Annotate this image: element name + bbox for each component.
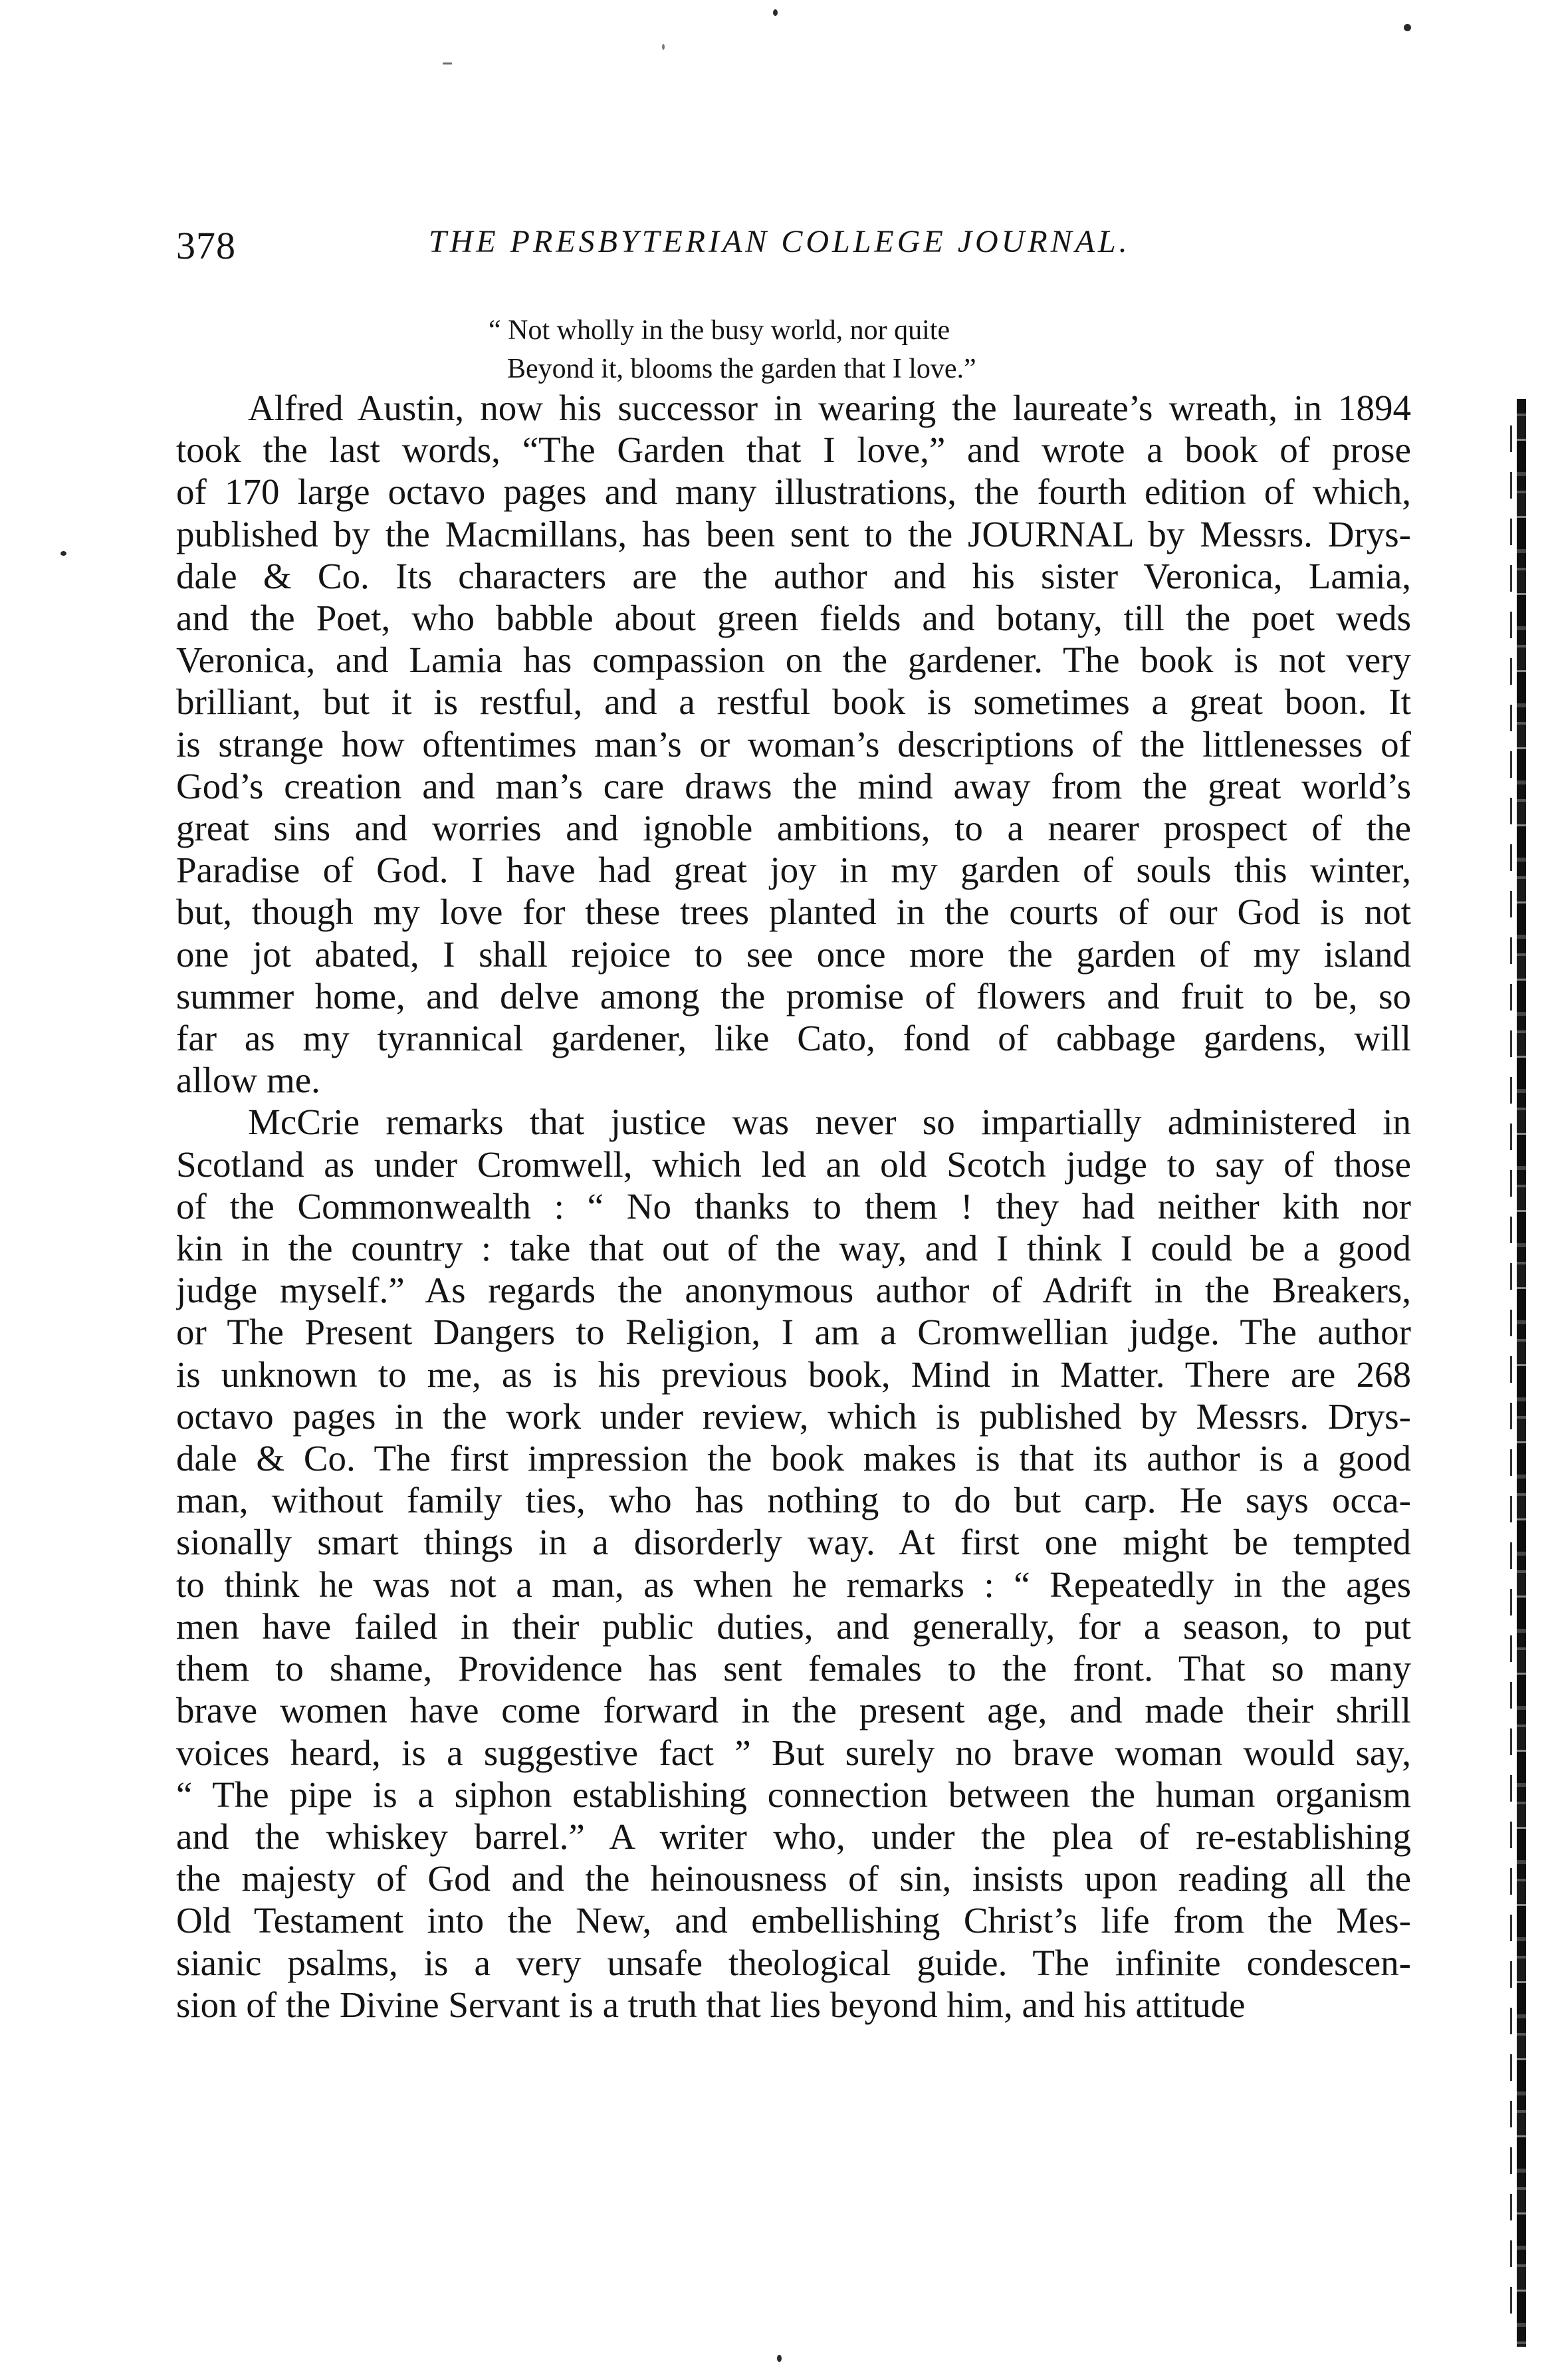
text-line: brave women have come forward in the present age, and made their shrill xyxy=(176,1690,1411,1731)
text-line: great sins and worries and ignoble ambitions, to a nearer prospect of the xyxy=(176,808,1411,849)
text-line: is strange how oftentimes man’s or woman’s descriptions of the littlenesses of xyxy=(176,723,1411,765)
binding-edge xyxy=(1517,399,1526,2347)
text-line: them to shame, Providence has sent females to the front. That so many xyxy=(176,1648,1411,1689)
text-line: summer home, and delve among the promise of flowers and fruit to be, so xyxy=(176,975,1411,1016)
text-line: one jot abated, I shall rejoice to see once more the garden of my island xyxy=(176,933,1411,975)
body-text xyxy=(176,387,1411,2026)
text-line: “ The pipe is a siphon establishing connection between the human organism xyxy=(176,1774,1411,1815)
epigraph-line: “ Not wholly in the busy world, nor quite xyxy=(489,315,950,346)
scan-speck xyxy=(777,2355,782,2362)
text-line: or The Present Dangers to Religion, I am a Cromwellian judge. The author xyxy=(176,1312,1411,1353)
text-line: voices heard, is a suggestive fact ” But surely no brave woman would say, xyxy=(176,1732,1411,1773)
paragraph xyxy=(176,1101,1411,2025)
text-line: allow me. xyxy=(176,1060,320,1101)
text-line: judge myself.” As regards the anonymous author of Adrift in the Breakers, xyxy=(176,1270,1411,1311)
text-line: the majesty of God and the heinousness of sin, insists upon reading all the xyxy=(176,1858,1411,1899)
binding-edge-shadow xyxy=(1510,425,1512,2327)
text-line: took the last words, “The Garden that I love,” and wrote a book of prose xyxy=(176,429,1411,471)
text-line: sianic psalms, is a very unsafe theological guide. The infinite condescen- xyxy=(176,1942,1411,1983)
text-line: Scotland as under Cromwell, which led an old Scotch judge to say of those xyxy=(176,1143,1411,1185)
text-line: dale & Co. The first impression the book makes is that its author is a good xyxy=(176,1438,1411,1479)
epigraph xyxy=(489,311,1353,388)
scan-speck xyxy=(662,44,665,50)
text-line: and the Poet, who babble about green fields and botany, till the poet weds xyxy=(176,598,1411,639)
text-line: man, without family ties, who has nothing to do but carp. He says occa- xyxy=(176,1480,1411,1521)
text-line: of the Commonwealth : “ No thanks to them ! they had neither kith nor xyxy=(176,1185,1411,1227)
page-number: 378 xyxy=(176,224,236,267)
text-line: published by the Macmillans, has been sent to the JOURNAL by Messrs. Drys- xyxy=(176,513,1411,554)
text-line: sion of the Divine Servant is a truth that lies beyond him, and his attitude xyxy=(176,1984,1246,2025)
text-line: far as my tyrannical gardener, like Cato, fond of cabbage gardens, will xyxy=(176,1018,1411,1059)
page-header xyxy=(176,219,1409,273)
text-line: of 170 large octavo pages and many illustrations, the fourth edition of which, xyxy=(176,471,1411,513)
text-line: Paradise of God. I have had great joy in my garden of souls this winter, xyxy=(176,850,1411,891)
text-line: brilliant, but it is restful, and a restful book is sometimes a great boon. It xyxy=(176,681,1411,723)
scan-speck xyxy=(1404,24,1411,31)
text-line: is unknown to me, as is his previous book, Mind in Matter. There are 268 xyxy=(176,1354,1411,1395)
scan-speck xyxy=(773,9,778,16)
text-line: Old Testament into the New, and embellishing Christ’s life from the Mes- xyxy=(176,1900,1411,1941)
text-line: octavo pages in the work under review, which is published by Messrs. Drys- xyxy=(176,1395,1411,1437)
text-line: dale & Co. Its characters are the author and his sister Veronica, Lamia, xyxy=(176,555,1411,596)
text-line: McCrie remarks that justice was never so impartially administered in xyxy=(248,1102,1411,1143)
epigraph-line: Beyond it, blooms the garden that I love.” xyxy=(507,354,976,384)
scan-speck xyxy=(443,62,452,64)
text-line: sionally smart things in a disorderly way. At first one might be tempted xyxy=(176,1522,1411,1563)
text-line: God’s creation and man’s care draws the mind away from the great world’s xyxy=(176,765,1411,806)
text-line: kin in the country : take that out of the way, and I think I could be a good xyxy=(176,1228,1411,1269)
text-line: Veronica, and Lamia has compassion on the gardener. The book is not very xyxy=(176,640,1411,681)
text-line: men have failed in their public duties, and generally, for a season, to put xyxy=(176,1606,1411,1647)
text-line: but, though my love for these trees planted in the courts of our God is not xyxy=(176,892,1411,933)
text-line: Alfred Austin, now his successor in wearing the laureate’s wreath, in 1894 xyxy=(248,388,1411,428)
text-line: to think he was not a man, as when he remarks : “ Repeatedly in the ages xyxy=(176,1564,1411,1605)
running-head: THE PRESBYTERIAN COLLEGE JOURNAL. xyxy=(429,224,1131,259)
text-line: and the whiskey barrel.” A writer who, under the plea of re-establishing xyxy=(176,1816,1411,1857)
paragraph xyxy=(176,387,1411,1101)
scan-speck xyxy=(60,551,66,556)
